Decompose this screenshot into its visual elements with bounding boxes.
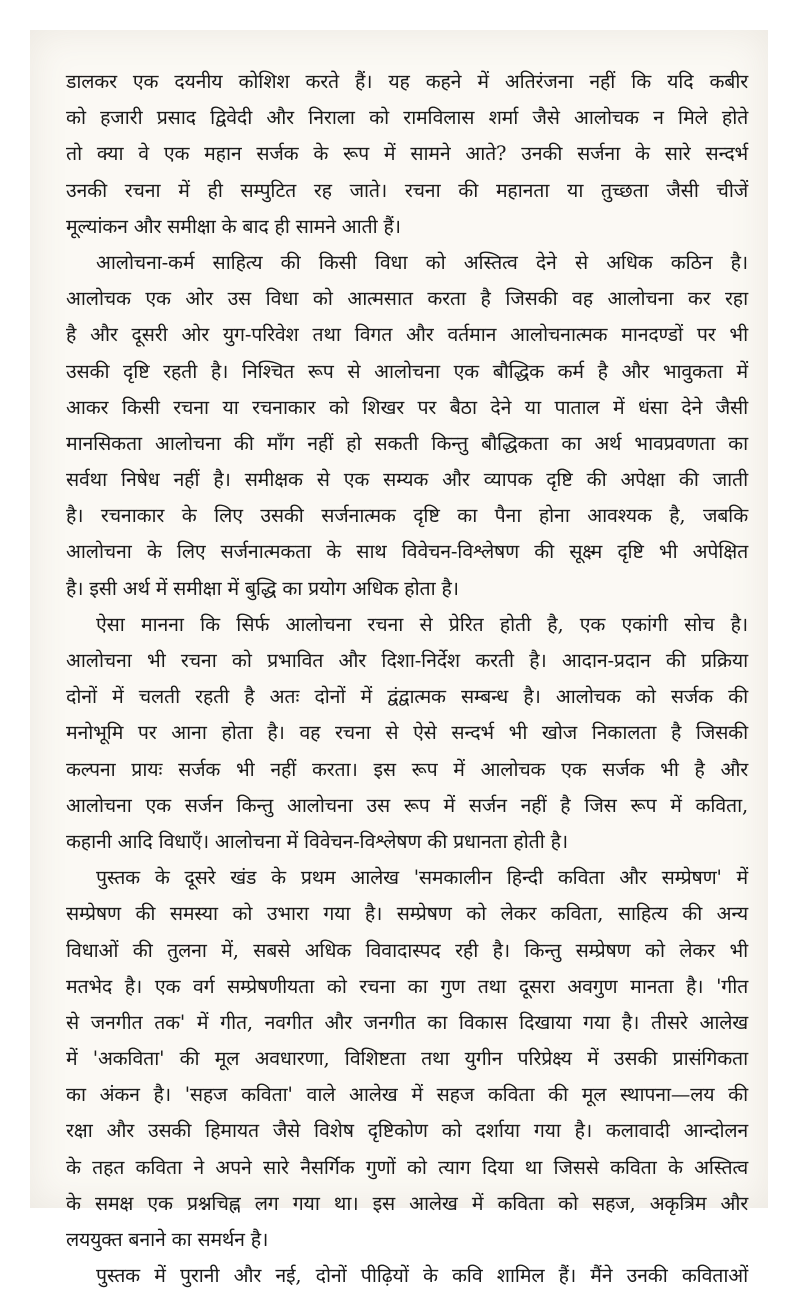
- text-line: आलोचना भी रचना को प्रभावित और दिशा-निर्देश करती है। आदान-प्रदान की प्रक्रिया: [66, 649, 748, 672]
- text-line: लययुक्त बनाने का समर्थन है।: [66, 1228, 269, 1251]
- text-line: में 'अकविता' की मूल अवधारणा, विशिष्टता तथा युगीन परिप्रेक्ष्य में उसकी प्रासंगिकता: [66, 1047, 748, 1071]
- text-line: का अंकन है। 'सहज कविता' वाले आलेख में सहज कविता की मूल स्थापना—लय की: [66, 1083, 748, 1107]
- text-line: आकर किसी रचना या रचनाकार को शिखर पर बैठा देने या पाताल में धंसा देने जैसी: [66, 395, 748, 419]
- text-line: कहानी आदि विधाएँ। आलोचना में विवेचन-विश्लेषण की प्रधानता होती है।: [66, 829, 568, 853]
- text-line: है। इसी अर्थ में समीक्षा में बुद्धि का प्रयोग अधिक होता है।: [66, 576, 459, 600]
- text-line: उसकी दृष्टि रहती है। निश्चित रूप से आलोचना एक बौद्धिक कर्म है और भावुकता में: [66, 359, 748, 383]
- text-line: आलोचना एक सर्जन किन्तु आलोचना उस रूप में सर्जन नहीं है जिस रूप में कविता,: [66, 793, 748, 817]
- paragraph-first-line: पुस्तक में पुरानी और नई, दोनों पीढ़ियों के कवि शामिल हैं। मैंने उनकी कविताओं: [96, 1264, 748, 1288]
- text-line: मानसिकता आलोचना की माँग नहीं हो सकती किन्तु बौद्धिकता का अर्थ भावप्रवणता का: [66, 431, 748, 455]
- text-line: को हजारी प्रसाद द्विवेदी और निराला को रामविलास शर्मा जैसे आलोचक न मिले होते: [66, 106, 748, 130]
- text-line: के समक्ष एक प्रश्नचिह्न लग गया था। इस आलेख में कविता को सहज, अकृत्रिम और: [66, 1191, 748, 1215]
- text-line: रक्षा और उसकी हिमायत जैसे विशेष दृष्टिकोण को दर्शाया गया है। कलावादी आन्दोलन: [66, 1119, 748, 1143]
- paragraph-first-line: ऐसा मानना कि सिर्फ आलोचना रचना से प्रेरित होती है, एक एकांगी सोच है।: [96, 612, 748, 636]
- text-line: आलोचक एक ओर उस विधा को आत्मसात करता है जिसकी वह आलोचना कर रहा: [66, 287, 748, 311]
- book-page: [30, 30, 768, 1288]
- text-line: कल्पना प्रायः सर्जक भी नहीं करता। इस रूप में आलोचक एक सर्जक भी है और: [66, 757, 748, 781]
- text-line: तो क्या वे एक महान सर्जक के रूप में सामने आते? उनकी सर्जना के सारे सन्दर्भ: [66, 142, 748, 166]
- text-line: उनकी रचना में ही सम्पुटित रह जाते। रचना की महानता या तुच्छता जैसी चीजें: [66, 178, 748, 202]
- text-line: से जनगीत तक' में गीत, नवगीत और जनगीत का विकास दिखाया गया है। तीसरे आलेख: [66, 1010, 748, 1034]
- text-line: के तहत कविता ने अपने सारे नैसर्गिक गुणों को त्याग दिया था जिससे कविता के अस्तित्व: [66, 1155, 748, 1179]
- text-line: दोनों में चलती रहती है अतः दोनों में द्वंद्वात्मक सम्बन्ध है। आलोचक को सर्जक की: [66, 685, 748, 709]
- text-line: विधाओं की तुलना में, सबसे अधिक विवादास्पद रही है। किन्तु सम्प्रेषण को लेकर भी: [66, 938, 748, 962]
- text-line: मूल्यांकन और समीक्षा के बाद ही सामने आती हैं।: [66, 214, 401, 238]
- paragraph-first-line: पुस्तक के दूसरे खंड के प्रथम आलेख 'समकालीन हिन्दी कविता और सम्प्रेषण' में: [96, 866, 748, 890]
- page-text: [66, 64, 748, 1294]
- text-line: सम्प्रेषण की समस्या को उभारा गया है। सम्प्रेषण को लेकर कविता, साहित्य की अन्य: [66, 902, 748, 926]
- text-line: मतभेद है। एक वर्ग सम्प्रेषणीयता को रचना का गुण तथा दूसरा अवगुण मानता है। 'गीत: [66, 974, 748, 998]
- text-line: सर्वथा निषेध नहीं है। समीक्षक से एक सम्यक और व्यापक दृष्टि की अपेक्षा की जाती: [66, 468, 748, 492]
- text-line: डालकर एक दयनीय कोशिश करते हैं। यह कहने में अतिरंजना नहीं कि यदि कबीर: [66, 70, 748, 93]
- text-line: आलोचना के लिए सर्जनात्मकता के साथ विवेचन-विश्लेषण की सूक्ष्म दृष्टि भी अपेक्षित: [66, 540, 748, 564]
- text-line: मनोभूमि पर आना होता है। वह रचना से ऐसे सन्दर्भ भी खोज निकालता है जिसकी: [66, 721, 748, 745]
- text-line: है। रचनाकार के लिए उसकी सर्जनात्मक दृष्टि का पैना होना आवश्यक है, जबकि: [66, 504, 748, 528]
- paragraph-first-line: आलोचना-कर्म साहित्य की किसी विधा को अस्तित्व देने से अधिक कठिन है।: [96, 250, 748, 274]
- text-line: है और दूसरी ओर युग-परिवेश तथा विगत और वर्तमान आलोचनात्मक मानदण्डों पर भी: [66, 323, 748, 347]
